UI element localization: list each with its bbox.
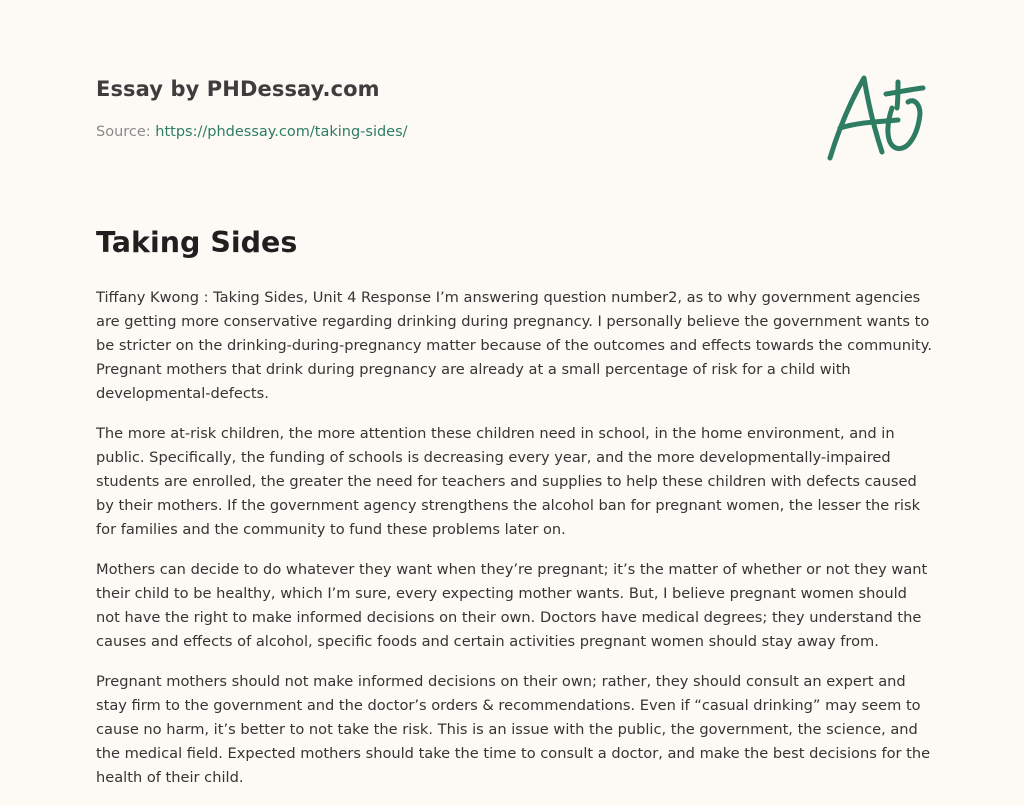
essay-paragraph: The more at-risk children, the more attention these children need in school, in the home environment, and in public. Specifically, the funding of schools is decreasing every year, and the more developmentally-impaired students are enrolled, the greater the need for teachers and supplies to help these children with defects caused by their mothers. If the government agency strengthens the alcohol ban for pregnant women, the lesser the risk for families and the community to fund these problems later on. — [96, 425, 921, 538]
essay-body — [96, 286, 932, 806]
source-link[interactable]: https://phdessay.com/taking-sides/ — [155, 124, 408, 140]
a-plus-grade-icon — [824, 68, 928, 166]
essay-paragraph: Pregnant mothers should not make informed decisions on their own; rather, they should consult an expert and stay firm to the government and the doctor’s orders & recommendations. Even if “casual drinking” may seem to cause no harm, it’s better to not take the risk. This is an issue with the public, the government, the science, and the medical field. Expected mothers should take the time to consult a doctor, and make the best decisions for the health of their child. — [96, 673, 931, 786]
site-brand: Essay by PHDessay.com — [96, 77, 380, 101]
essay-paragraph: Tiffany Kwong : Taking Sides, Unit 4 Response I’m answering question number2, as to why government agencies are getting more conservative regarding drinking during pregnancy. I personally believe the government wants to be stricter on the drinking-during-pregnancy matter because of the outcomes and effects towards the community. Pregnant mothers that drink during pregnancy are already at a small percentage of risk for a child with developmental-defects. — [96, 289, 932, 402]
essay-paragraph: Mothers can decide to do whatever they want when they’re pregnant; it’s the matter of whether or not they want their child to be healthy, which I’m sure, every expecting mother wants. But, I believe pregnant women should not have the right to make informed decisions on their own. Doctors have medical degrees; they understand the causes and effects of alcohol, specific foods and certain activities pregnant women should stay away from. — [96, 561, 928, 650]
source-line — [96, 124, 408, 140]
source-label: Source: — [96, 124, 151, 140]
essay-title: Taking Sides — [96, 226, 298, 259]
